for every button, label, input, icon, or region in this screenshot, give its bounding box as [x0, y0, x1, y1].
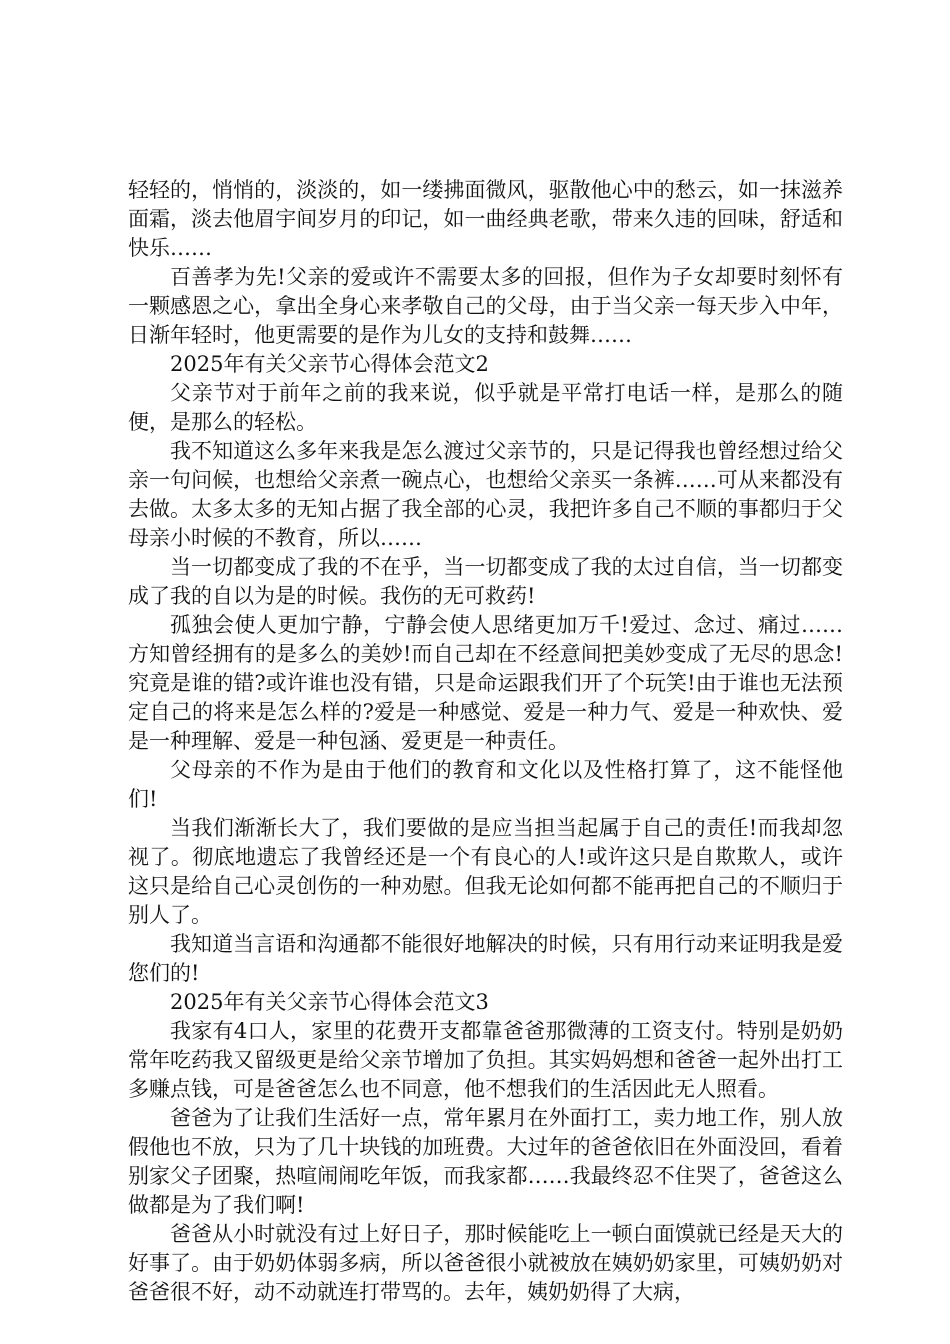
paragraph-11: 爸爸为了让我们生活好一点，常年累月在外面打工，卖力地工作，别人放假他也不放，只为了几十块钱的加班费。大过年的爸爸依旧在外面没回，看着别家父子团聚，热喧闹闹吃年饭，而我家都……我最终忍不住哭了，爸爸这么做都是为了我们啊!: [128, 1106, 843, 1217]
section-heading-3: 2025年有关父亲节心得体会范文3: [170, 990, 489, 1014]
paragraph-8: 当我们渐渐长大了，我们要做的是应当担当起属于自己的责任!而我却忽视了。彻底地遗忘了我曾经还是一个有良心的人!或许这只是自欺欺人，或许这只是给自己心灵创伤的一种劝慰。但我无论如何都不能再把自己的不顺归于别人了。: [128, 816, 843, 927]
paragraph-12: 爸爸从小时就没有过上好日子，那时候能吃上一顿白面馍就已经是天大的好事了。由于奶奶体弱多病，所以爸爸很小就被放在姨奶奶家里，可姨奶奶对爸爸很不好，动不动就连打带骂的。去年，姨奶奶得了大病，: [128, 1222, 843, 1304]
paragraph-6: 孤独会使人更加宁静，宁静会使人思绪更加万千!爱过、念过、痛过……方知曾经拥有的是多么的美妙!而自己却在不经意间把美妙变成了无尽的思念!究竟是谁的错?或许谁也没有错，只是命运跟我们开了个玩笑!由于谁也无法预定自己的将来是怎么样的?爱是一种感觉、爱是一种力气、爱是一种欢快、爱是一种理解、爱是一种包涵、爱更是一种责任。: [128, 613, 843, 753]
paragraph-1: 轻轻的，悄悄的，淡淡的，如一缕拂面微风，驱散他心中的愁云，如一抹滋养面霜，淡去他眉宇间岁月的印记，如一曲经典老歌，带来久违的回味，舒适和快乐……: [128, 178, 843, 260]
section-heading-2: 2025年有关父亲节心得体会范文2: [170, 352, 489, 376]
paragraph-9: 我知道当言语和沟通都不能很好地解决的时候，只有用行动来证明我是爱您们的!: [128, 932, 843, 985]
document-page: [128, 176, 843, 1307]
paragraph-10: 我家有4口人，家里的花费开支都靠爸爸那微薄的工资支付。特别是奶奶常年吃药我又留级更是给父亲节增加了负担。其实妈妈想和爸爸一起外出打工多赚点钱，可是爸爸怎么也不同意，他不想我们的生活因此无人照看。: [128, 1019, 843, 1101]
paragraph-5: 当一切都变成了我的不在乎，当一切都变成了我的太过自信，当一切都变成了我的自以为是的时候。我伤的无可救药!: [128, 555, 843, 608]
paragraph-4: 我不知道这么多年来我是怎么渡过父亲节的，只是记得我也曾经想过给父亲一句问候，也想给父亲煮一碗点心，也想给父亲买一条裤……可从来都没有去做。太多太多的无知占据了我全部的心灵，我把许多自己不顺的事都归于父母亲小时候的不教育，所以……: [128, 439, 843, 550]
paragraph-7: 父母亲的不作为是由于他们的教育和文化以及性格打算了，这不能怪他们!: [128, 758, 843, 811]
paragraph-2: 百善孝为先!父亲的爱或许不需要太多的回报，但作为子女却要时刻怀有一颗感恩之心，拿出全身心来孝敬自己的父母，由于当父亲一每天步入中年，日渐年轻时，他更需要的是作为儿女的支持和鼓舞……: [128, 265, 843, 347]
paragraph-3: 父亲节对于前年之前的我来说，似乎就是平常打电话一样，是那么的随便，是那么的轻松。: [128, 381, 843, 434]
